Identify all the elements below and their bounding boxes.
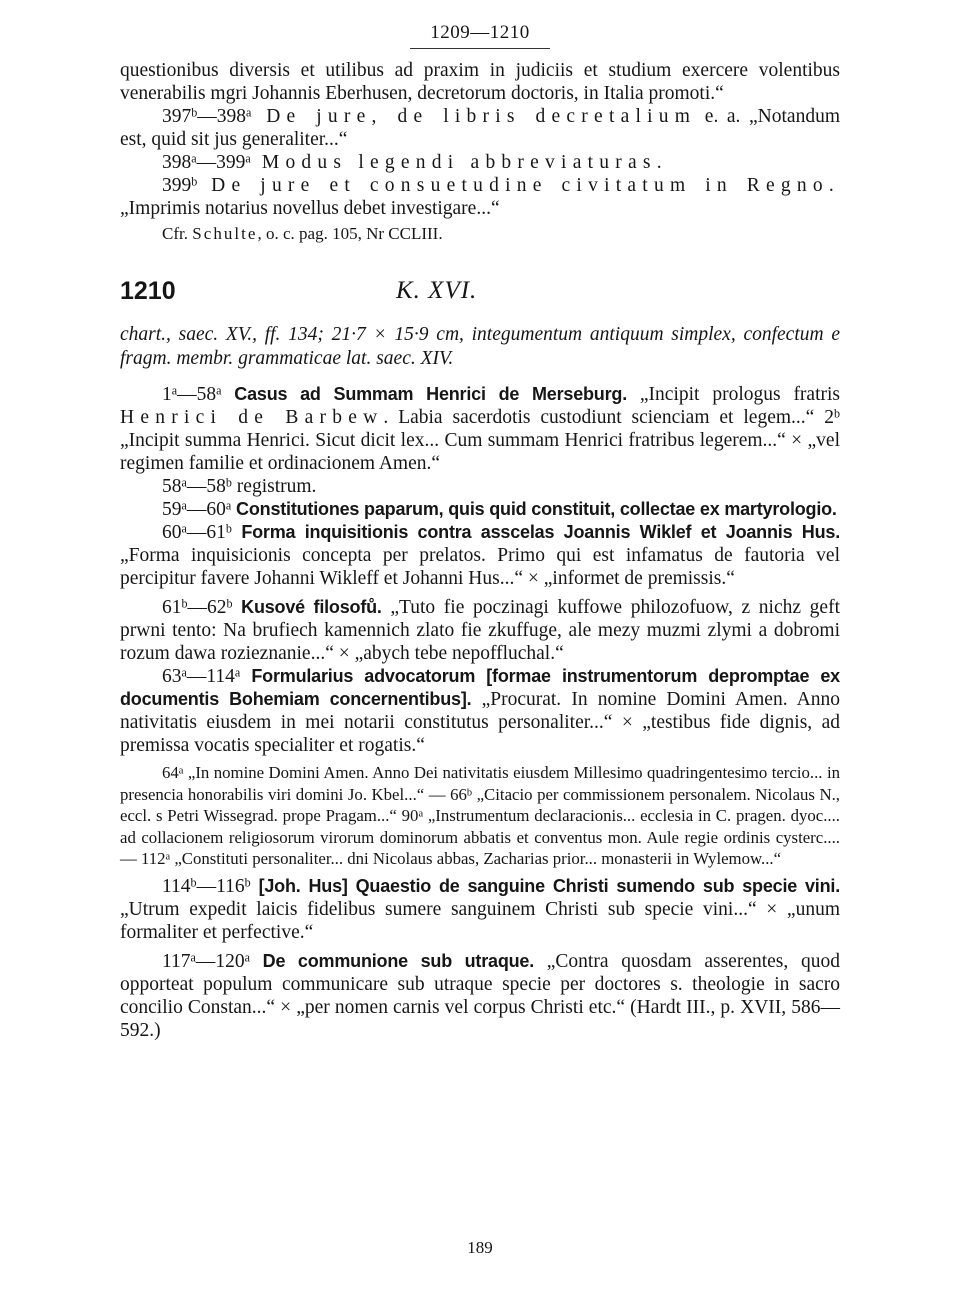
- entry-title: De jure et consuetudine civitatum in Regno.: [197, 175, 840, 196]
- content-entry-8: 117$^a$—120$^a$ De communione sub utraque. „Contra quosdam asserentes, quod opporteat populum communicare sub utraque specie per doctores s. theologie in sacro concilio Constan...“ × „per nomen carnis vel corpus Christi etc.“ (Hardt III., p. XVII, 586—592.): [120, 950, 840, 1041]
- codex-number: 1210: [120, 277, 176, 305]
- codex-signature: K. XVI.: [396, 277, 478, 304]
- content-entry-7: 114$^b$—116$^b$ [Joh. Hus] Quaestio de sanguine Christi sumendo sub specie vini. „Utrum expedit laicis fidelibus sumere sanguinem Christi sub specie vini...“ × „unum formaliter et perfective.“: [120, 875, 840, 943]
- page-number: 189: [467, 1238, 493, 1257]
- running-header: 1209—1210: [430, 22, 530, 43]
- entry-title: De jure, de libris decretalium: [251, 106, 697, 127]
- content-entry-6-detail: 64$^a$ „In nomine Domini Amen. Anno Dei nativitatis eiusdem Millesimo quadringentesimo tercio... in presencia honorabilis viri domini Jo. Kbel...“ — 66$^b$ „Citacio per commissionem personalem. Nicolaus N., eccl. s Petri Wissegrad. prope Pragam...“ 90$^a$ „Instrumentum declaracionis... ecclesia in C. pragen. dyoc.... ad collacionem religiosorum virorum dominorum abbatis et conventus mon. Aule regie ordinis cysterc.... — 112$^a$ „Constituti personaliter... dni Nicolaus abbas, Zacharias prior... monasterii in Wylemow...“: [120, 763, 840, 868]
- entry-title: Forma inquisitionis contra asscelas Joannis Wiklef et Joannis Hus.: [231, 522, 840, 542]
- page-body: [120, 22, 840, 1042]
- content-entry-2: 58$^a$—58$^b$ registrum.: [162, 475, 317, 497]
- previous-entry-3: 399$^b$ De jure et consuetudine civitatum in Regno. „Imprimis notarius novellus debet investigare...“: [120, 174, 840, 219]
- entry-title: [Joh. Hus] Quaestio de sanguine Christi sumendo sub specie vini.: [250, 875, 840, 896]
- previous-entry-continuation: questionibus diversis et utilibus ad praxim in judiciis et studium exercere volentibus venerabilis mgri Johannis Eberhusen, decretorum doctoris, in Italia promoti.“: [120, 60, 840, 104]
- content-entry-6: 63$^a$—114$^a$ Formularius advocatorum [formae instrumentorum depromptae ex documentis Bohemiam concernentibus]. „Procurat. In nomine Domini Amen. Anno nativitatis eiusdem in mei notarii constitutus personaliter...“ × „testibus fide dignis, ad premissa vocatis specialiter et rogatis.“: [120, 665, 841, 756]
- codex-description: chart., saec. XV., ff. 134; 21·7 × 15·9 cm, integumentum antiquum simplex, confectum e fragm. membr. grammaticae lat. saec. XIV.: [120, 324, 840, 369]
- literature-reference: Cfr. Schulte, o. c. pag. 105, Nr CCLIII.: [162, 224, 443, 243]
- previous-entry-2: 398$^a$—399$^a$ Modus legendi abbreviaturas.: [162, 151, 668, 173]
- entry-title: De communione sub utraque.: [250, 950, 535, 971]
- content-entry-1: 1$^a$—58$^a$ Casus ad Summam Henrici de Merseburg. „Incipit prologus fratris Henrici de Barbew. Labia sacerdotis custodiunt scienciam et legem...“ 2$^b$ „Incipit summa Henrici. Sicut dicit lex... Cum summam Henrici fratribus legerem...“ × „vel regimen familie et ordinacionem Amen.“: [120, 383, 841, 474]
- codex-heading: [120, 273, 840, 313]
- content-entry-3: 59$^a$—60$^a$ Constitutiones paparum, quis quid constituit, collectae ex martyrologio.: [162, 498, 837, 520]
- entry-title: Modus legendi abbreviaturas.: [250, 152, 668, 173]
- previous-entry-1: 397$^b$—398$^a$ De jure, de libris decretalium e. a. „Notandum est, quid sit jus generaliter...“: [120, 105, 840, 150]
- entry-title: Constitutiones paparum, quis quid constituit, collectae ex martyrologio.: [231, 499, 837, 519]
- header-rule: [410, 48, 550, 49]
- entry-title: Formularius advocatorum [formae instrumentorum depromptae ex documentis Bohemiam concernentibus].: [120, 666, 840, 709]
- content-entry-5: 61$^b$—62$^b$ Kusové filosofů. „Tuto fie poczinagi kuffowe philozofuow, z nichz geft prwni tento: Na brufiech kamennich zlato fie zkuffuge, ale mezy muzmi zlymi a dobromi rozum dawa rozieznanie...“ × „abych tebe nepoffluchal.“: [120, 596, 840, 664]
- content-entry-4: 60$^a$—61$^b$ Forma inquisitionis contra asscelas Joannis Wiklef et Joannis Hus. „Forma inquisicionis concepta per prelatos. Primo qui est infamatus de fautoria vel percipitur favere Johanni Wikleff et Johanni Hus...“ × „informet de premissis.“: [120, 521, 840, 589]
- entry-title: Casus ad Summam Henrici de Merseburg.: [221, 384, 628, 404]
- entry-title: Kusové filosofů.: [232, 597, 382, 617]
